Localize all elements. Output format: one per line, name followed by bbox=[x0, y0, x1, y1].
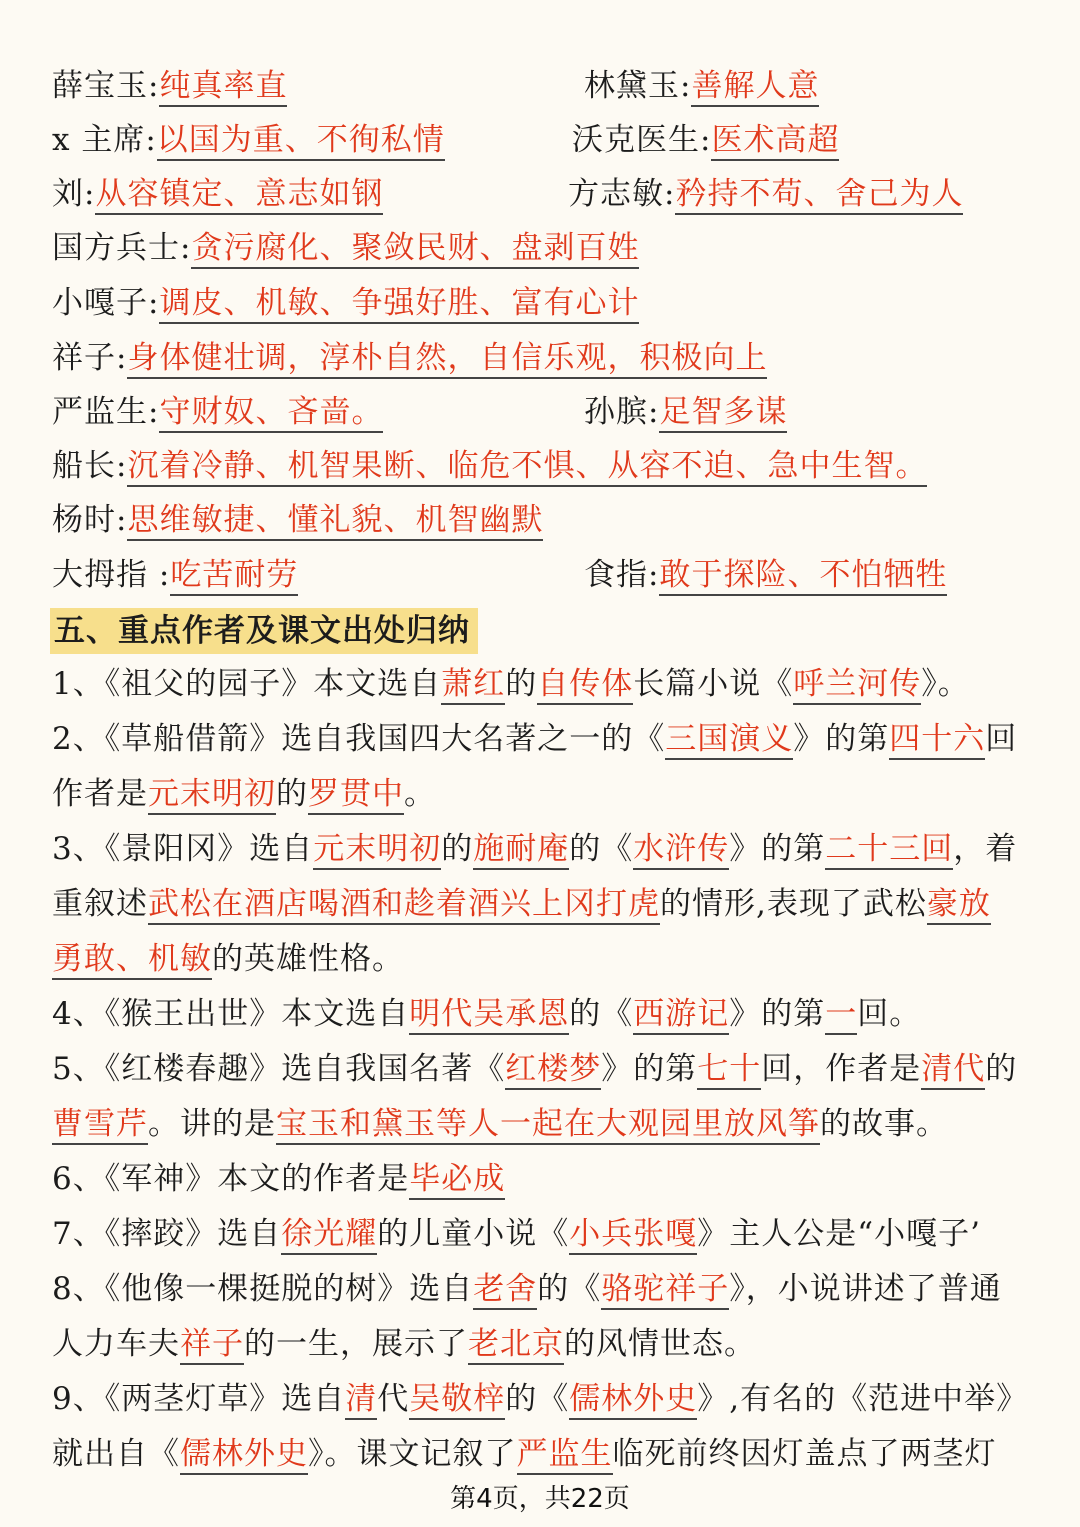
text: 》的第 bbox=[729, 996, 826, 1032]
text: 6、《军神》本文的作者是 bbox=[52, 1161, 410, 1197]
character-trait: 医术高超 bbox=[711, 122, 839, 161]
text: 8、《他像一棵挺脱的树》选自 bbox=[52, 1271, 474, 1307]
text: 3、《景阳冈》选自 bbox=[52, 831, 314, 867]
text: 5、《红楼春趣》选自我国名著《 bbox=[52, 1051, 506, 1087]
page-number: 第4页，共22页 bbox=[450, 1484, 630, 1514]
answer: 三国演义 bbox=[665, 721, 793, 760]
text: 。 bbox=[404, 776, 436, 812]
text: 的 bbox=[985, 1051, 1018, 1087]
text: 重叙述 bbox=[52, 886, 148, 922]
character-row bbox=[52, 446, 927, 486]
character-trait: 调皮、机敏、争强好胜、富有心计 bbox=[159, 285, 639, 324]
answer: 武松在酒店喝酒和趁着酒兴上冈打虎 bbox=[148, 886, 660, 925]
answer: 施耐庵 bbox=[473, 831, 569, 870]
character-trait: 从容镇定、意志如钢 bbox=[95, 176, 383, 215]
character-row bbox=[52, 338, 767, 378]
section-heading: 五、重点作者及课文出处归纳 bbox=[50, 608, 478, 654]
answer: 四十六 bbox=[889, 721, 985, 760]
character-name: 船长: bbox=[52, 448, 128, 484]
answer: 骆驼祥子 bbox=[601, 1271, 729, 1310]
answer: 老北京 bbox=[468, 1326, 564, 1365]
answer: 元末明初 bbox=[313, 831, 441, 870]
character-row bbox=[52, 500, 543, 540]
source-line bbox=[52, 1269, 1002, 1309]
character-row bbox=[584, 392, 787, 432]
text: 的 bbox=[276, 776, 308, 812]
character-row bbox=[568, 174, 963, 214]
text: 2、《草船借箭》选自我国四大名著之一的《 bbox=[52, 721, 666, 757]
text: 回。 bbox=[857, 996, 922, 1032]
character-row bbox=[52, 392, 383, 432]
answer: 红楼梦 bbox=[505, 1051, 601, 1090]
source-line bbox=[52, 1104, 948, 1144]
character-trait: 身体健壮调，淳朴自然，自信乐观，积极向上 bbox=[127, 340, 767, 379]
character-name: 祥子: bbox=[52, 340, 128, 376]
text: 人力车夫 bbox=[52, 1326, 180, 1362]
text: 的《 bbox=[569, 996, 634, 1032]
text: 回，作者是 bbox=[761, 1051, 922, 1087]
character-name: 大拇指 : bbox=[52, 557, 171, 593]
answer: 宝玉和黛玉等人一起在大观园里放风筝 bbox=[276, 1106, 820, 1145]
text: 4、《猴王出世》本文选自 bbox=[52, 996, 410, 1032]
answer: 毕必成 bbox=[409, 1161, 505, 1200]
source-line bbox=[52, 664, 970, 704]
source-line bbox=[52, 994, 921, 1034]
answer: 明代吴承恩 bbox=[409, 996, 569, 1035]
character-trait: 矜持不苟、舍己为人 bbox=[675, 176, 963, 215]
answer: 小兵张嘎 bbox=[569, 1216, 697, 1255]
answer: 儒林外史 bbox=[180, 1436, 308, 1475]
character-name: 刘: bbox=[52, 176, 96, 212]
answer: 自传体 bbox=[537, 666, 633, 705]
text: 》。 bbox=[921, 666, 970, 702]
character-name: x 主席: bbox=[52, 122, 157, 158]
text: 。讲的是 bbox=[148, 1106, 276, 1142]
text: 就出自《 bbox=[52, 1436, 180, 1472]
text: 的《 bbox=[569, 831, 634, 867]
character-row bbox=[52, 174, 383, 214]
text: 作者是 bbox=[52, 776, 148, 812]
source-line bbox=[52, 1214, 981, 1254]
answer: 罗贯中 bbox=[308, 776, 404, 815]
source-line bbox=[52, 1049, 1017, 1089]
character-name: 小嘎子: bbox=[52, 285, 160, 321]
character-row bbox=[584, 66, 819, 106]
answer: 萧红 bbox=[441, 666, 505, 705]
text: 》的第 bbox=[793, 721, 890, 757]
text: 》，小说讲述了普通 bbox=[729, 1271, 1002, 1307]
character-name: 薛宝玉: bbox=[52, 68, 160, 104]
text: 的风情世态。 bbox=[564, 1326, 756, 1362]
character-name: 食指: bbox=[584, 557, 660, 593]
source-line bbox=[52, 1379, 1028, 1419]
text: 回 bbox=[985, 721, 1018, 757]
answer: 清代 bbox=[921, 1051, 985, 1090]
text: 》。课文记叙了 bbox=[308, 1436, 517, 1472]
text: 的 bbox=[505, 666, 538, 702]
character-name: 孙膑: bbox=[584, 394, 660, 430]
character-trait: 足智多谋 bbox=[659, 394, 787, 433]
character-row bbox=[52, 283, 639, 323]
source-line bbox=[52, 829, 1017, 869]
character-trait: 善解人意 bbox=[691, 68, 819, 107]
text: 的一生，展示了 bbox=[244, 1326, 468, 1362]
text: 的 bbox=[441, 831, 474, 867]
character-row bbox=[52, 555, 298, 595]
character-trait: 敢于探险、不怕牺牲 bbox=[659, 557, 947, 596]
answer: 西游记 bbox=[633, 996, 729, 1035]
answer: 勇敢、机敏 bbox=[52, 941, 212, 980]
answer: 七十 bbox=[697, 1051, 761, 1090]
source-line bbox=[52, 939, 404, 979]
character-row bbox=[52, 228, 639, 268]
source-line bbox=[52, 774, 436, 814]
text: 的《 bbox=[537, 1271, 602, 1307]
character-trait: 以国为重、不徇私情 bbox=[157, 122, 445, 161]
character-trait: 沉着冷静、机智果断、临危不惧、从容不迫、急中生智。 bbox=[127, 448, 927, 487]
answer: 严监生 bbox=[517, 1436, 613, 1475]
text: 1、《祖父的园子》本文选自 bbox=[52, 666, 442, 702]
answer: 水浒传 bbox=[633, 831, 729, 870]
source-line bbox=[52, 719, 1017, 759]
character-name: 国方兵士: bbox=[52, 230, 192, 266]
character-name: 沃克医生: bbox=[572, 122, 712, 158]
source-line bbox=[52, 1434, 997, 1474]
answer: 吴敬梓 bbox=[409, 1381, 505, 1420]
text: 的《 bbox=[505, 1381, 570, 1417]
text: 临死前终因灯盖点了两茎灯 bbox=[612, 1436, 997, 1472]
source-line bbox=[52, 1159, 505, 1199]
answer: 呼兰河传 bbox=[793, 666, 921, 705]
character-name: 杨时: bbox=[52, 502, 128, 538]
text: 9、《两茎灯草》选自 bbox=[52, 1381, 346, 1417]
character-row bbox=[52, 66, 287, 106]
text: 》主人公是“小嘎子’ bbox=[697, 1216, 981, 1252]
character-trait: 贪污腐化、聚敛民财、盘剥百姓 bbox=[191, 230, 639, 269]
character-name: 方志敏: bbox=[568, 176, 676, 212]
source-line bbox=[52, 884, 991, 924]
source-line bbox=[52, 1324, 756, 1364]
text: 7、《摔跤》选自 bbox=[52, 1216, 282, 1252]
answer: 老舍 bbox=[473, 1271, 537, 1310]
text: 的英雄性格。 bbox=[212, 941, 404, 977]
character-trait: 吃苦耐劳 bbox=[170, 557, 298, 596]
answer: 一 bbox=[825, 996, 857, 1035]
text: 长篇小说《 bbox=[633, 666, 794, 702]
character-row bbox=[52, 120, 445, 160]
answer: 清 bbox=[345, 1381, 377, 1420]
answer: 徐光耀 bbox=[281, 1216, 377, 1255]
text: 》的第 bbox=[601, 1051, 698, 1087]
text: 代 bbox=[377, 1381, 410, 1417]
answer: 元末明初 bbox=[148, 776, 276, 815]
answer: 二十三回 bbox=[825, 831, 953, 870]
character-name: 林黛玉: bbox=[584, 68, 692, 104]
text: 的故事。 bbox=[820, 1106, 948, 1142]
answer: 儒林外史 bbox=[569, 1381, 697, 1420]
character-name: 严监生: bbox=[52, 394, 160, 430]
answer: 豪放 bbox=[927, 886, 991, 925]
character-trait: 守财奴、吝啬。 bbox=[159, 394, 383, 433]
character-trait: 纯真率直 bbox=[159, 68, 287, 107]
character-row bbox=[572, 120, 839, 160]
text: 》,有名的《范进中举》 bbox=[697, 1381, 1029, 1417]
text: 》的第 bbox=[729, 831, 826, 867]
text: 的儿童小说《 bbox=[377, 1216, 570, 1252]
character-row bbox=[584, 555, 947, 595]
text: ，着 bbox=[953, 831, 1018, 867]
answer: 祥子 bbox=[180, 1326, 244, 1365]
character-trait: 思维敏捷、懂礼貌、机智幽默 bbox=[127, 502, 543, 541]
text: 的情形,表现了武松 bbox=[660, 886, 927, 922]
answer: 曹雪芹 bbox=[52, 1106, 148, 1145]
